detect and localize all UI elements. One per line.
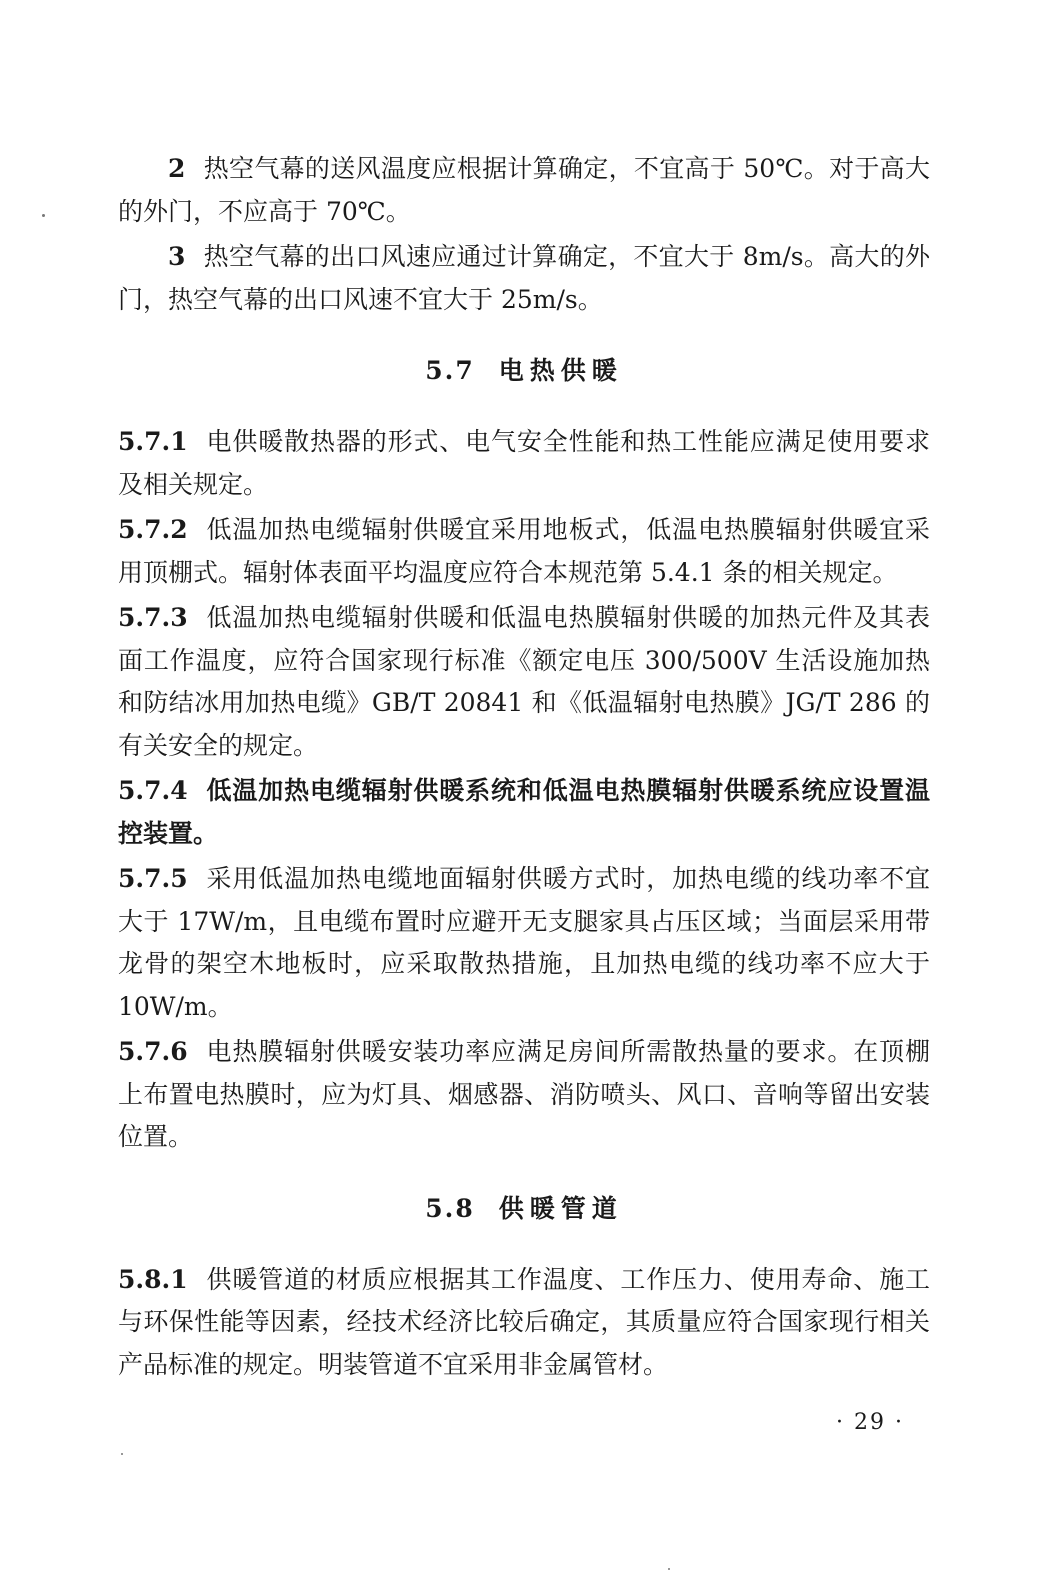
article-text: 供暖管道的材质应根据其工作温度、工作压力、使用寿命、施工与环保性能等因素，经技术经济比较后确定，其质量应符合国家现行相关产品标准的规定。明装管道不宜采用非金属管材。 bbox=[118, 1264, 930, 1379]
section-number: 5.7 bbox=[425, 356, 475, 385]
clause-number: 2 bbox=[168, 154, 186, 183]
article-text: 电热膜辐射供暖安装功率应满足房间所需散热量的要求。在顶棚上布置电热膜时，应为灯具、烟感器、消防喷头、风口、音响等留出安装位置。 bbox=[118, 1037, 930, 1151]
article-5-7-1 bbox=[118, 421, 930, 506]
article-5-7-5 bbox=[118, 858, 930, 1028]
clause-3 bbox=[118, 236, 930, 321]
article-5-7-2 bbox=[118, 509, 930, 594]
section-heading-5-7 bbox=[118, 351, 930, 387]
clause-text: 热空气幕的送风温度应根据计算确定，不宜高于 50℃。对于高大的外门，不应高于 70℃。 bbox=[118, 154, 930, 226]
article-5-7-3 bbox=[118, 597, 930, 767]
document-page bbox=[118, 148, 930, 1386]
article-text: 低温加热电缆辐射供暖宜采用地板式，低温电热膜辐射供暖宜采用顶棚式。辐射体表面平均温度应符合本规范第 5.4.1 条的相关规定。 bbox=[118, 515, 930, 587]
article-text: 采用低温加热电缆地面辐射供暖方式时，加热电缆的线功率不宜大于 17W/m，且电缆布置时应避开无支腿家具占压区域；当面层采用带龙骨的架空木地板时，应采取散热措施，且加热电缆的线功率不应大于 10W/m。 bbox=[118, 864, 930, 1021]
article-number: 5.7.4 bbox=[118, 776, 188, 805]
article-5-7-6 bbox=[118, 1031, 930, 1159]
article-number: 5.8.1 bbox=[118, 1264, 188, 1294]
clause-text: 热空气幕的出口风速应通过计算确定，不宜大于 8m/s。高大的外门，热空气幕的出口风速不宜大于 25m/s。 bbox=[118, 242, 930, 314]
scan-speck bbox=[668, 1568, 670, 1570]
clause-number: 3 bbox=[168, 242, 186, 271]
article-text: 电供暖散热器的形式、电气安全性能和热工性能应满足使用要求及相关规定。 bbox=[118, 427, 930, 499]
scan-speck bbox=[42, 214, 45, 217]
page-number: · 29 · bbox=[836, 1410, 904, 1435]
article-number: 5.7.3 bbox=[118, 603, 188, 632]
section-title: 供暖管道 bbox=[498, 1193, 623, 1223]
section-number: 5.8 bbox=[425, 1193, 475, 1223]
article-number: 5.7.5 bbox=[118, 864, 188, 893]
clause-2 bbox=[118, 148, 930, 233]
article-number: 5.7.6 bbox=[118, 1037, 188, 1066]
section-title: 电热供暖 bbox=[498, 356, 623, 385]
article-text: 低温加热电缆辐射供暖和低温电热膜辐射供暖的加热元件及其表面工作温度，应符合国家现行标准《额定电压 300/500V 生活设施加热和防结冰用加热电缆》GB/T 20841 和《低温辐射电热膜》JG/T 286 的有关安全的规定。 bbox=[118, 603, 930, 760]
article-5-8-1 bbox=[118, 1259, 930, 1387]
article-number: 5.7.2 bbox=[118, 515, 188, 544]
scan-speck bbox=[121, 1453, 123, 1455]
section-heading-5-8 bbox=[118, 1189, 930, 1225]
article-number: 5.7.1 bbox=[118, 427, 188, 456]
article-text-mandatory: 低温加热电缆辐射供暖系统和低温电热膜辐射供暖系统应设置温控装置。 bbox=[118, 776, 930, 848]
article-5-7-4 bbox=[118, 770, 930, 855]
